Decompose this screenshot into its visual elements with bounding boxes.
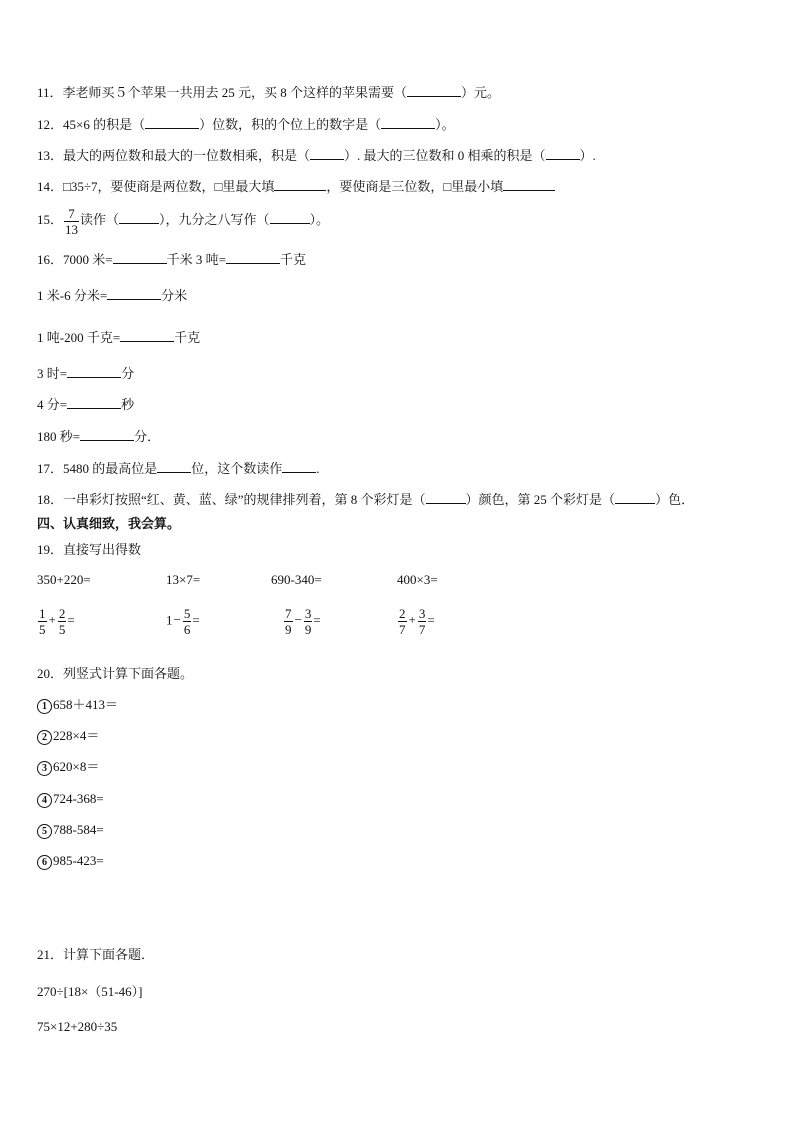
calc-expression: 788-584= <box>53 822 104 837</box>
answer-blank[interactable] <box>426 490 466 504</box>
q18-text: 18．一串彩灯按照“红、黄、蓝、绿”的规律排列着，第 8 个彩灯是（ <box>37 492 426 507</box>
vertical-calc-item <box>37 696 118 714</box>
fraction-numerator: 2 <box>399 606 406 621</box>
fraction-calc-4 <box>397 606 435 637</box>
fraction-denominator: 7 <box>418 622 426 637</box>
q16-text: 4 分= <box>37 397 68 412</box>
circled-number: 5 <box>37 824 52 839</box>
q13-text-mid: ）. 最大的三位数和 0 相乘的积是（ <box>344 148 546 163</box>
answer-blank[interactable] <box>282 459 316 473</box>
circled-number: 1 <box>37 699 52 714</box>
vertical-calc-item <box>37 852 104 870</box>
equals-sign: = <box>67 612 75 628</box>
calc-expression: 620×8＝ <box>53 759 100 774</box>
answer-blank[interactable] <box>503 177 555 191</box>
question-14 <box>37 177 555 196</box>
calc-expression: 985-423= <box>53 853 104 868</box>
calc-item: 400×3= <box>397 572 438 587</box>
answer-blank[interactable] <box>381 115 435 129</box>
equals-sign: = <box>427 612 435 628</box>
fraction <box>38 606 47 637</box>
q12-text-end: ）。 <box>435 117 455 132</box>
q14-text: 14．□35÷7，要使商是两位数，□里最大填 <box>37 179 275 194</box>
q17-text: 17．5480 的最高位是 <box>37 461 158 476</box>
question-16-line-6 <box>37 427 160 446</box>
answer-blank[interactable] <box>226 250 280 264</box>
vertical-calc-item <box>37 790 104 808</box>
whole-number: 1 <box>166 612 173 628</box>
answer-blank[interactable] <box>310 146 344 160</box>
q12-text: 12．45×6 的积是（ <box>37 117 146 132</box>
q18-text-mid: ）颜色，第 25 个彩灯是（ <box>465 492 616 507</box>
q16-text: 3 时= <box>37 366 68 381</box>
fraction-numerator: 1 <box>39 606 46 621</box>
circled-number: 3 <box>37 761 52 776</box>
calc-item: 350+220= <box>37 572 91 587</box>
answer-blank[interactable] <box>615 490 655 504</box>
question-16-line-5 <box>37 395 134 414</box>
q16-text-end: 秒 <box>121 397 135 412</box>
question-16-line-3 <box>37 328 200 347</box>
fraction-seven-thirteenths <box>64 206 79 237</box>
question-16-line-1 <box>37 250 306 269</box>
q15-label: 15． <box>37 212 64 227</box>
question-11 <box>37 83 500 102</box>
fraction-calc-2 <box>166 606 200 637</box>
fraction-numerator: 7 <box>285 606 292 621</box>
fraction-denominator: 13 <box>65 221 79 237</box>
question-13 <box>37 146 596 165</box>
question-16-line-4 <box>37 364 134 383</box>
q16-text: 1 吨-200 千克= <box>37 330 121 345</box>
q17-text-mid: 位，这个数读作 <box>191 461 283 476</box>
circled-number: 6 <box>37 855 52 870</box>
calc-expression: 724-368= <box>53 791 104 806</box>
question-20-title: 20．列竖式计算下面各题。 <box>37 666 194 681</box>
vertical-calc-item <box>37 727 99 745</box>
fraction-denominator: 6 <box>183 622 191 637</box>
fraction <box>284 606 293 637</box>
question-15 <box>37 203 329 237</box>
q16-text: 180 秒= <box>37 429 81 444</box>
fraction-calc-3 <box>283 606 321 637</box>
q15-text: 读作（ <box>80 212 120 227</box>
answer-blank[interactable] <box>407 83 461 97</box>
fraction-denominator: 5 <box>58 622 66 637</box>
answer-blank[interactable] <box>546 146 580 160</box>
question-17 <box>37 459 320 478</box>
q16-text-end: 分 <box>121 366 135 381</box>
fraction <box>304 606 313 637</box>
question-16-line-2 <box>37 286 187 305</box>
q16-text-mid: 千米 3 吨= <box>166 252 226 267</box>
operator: − <box>173 612 181 628</box>
fraction <box>398 606 407 637</box>
answer-blank[interactable] <box>107 286 161 300</box>
q13-text-end: ）. <box>579 148 596 163</box>
fraction-denominator: 9 <box>285 622 292 637</box>
q18-text-end: ）色． <box>655 492 695 507</box>
fraction-numerator: 7 <box>68 205 75 221</box>
answer-blank[interactable] <box>67 395 121 409</box>
q16-text-end: 千克 <box>279 252 306 267</box>
equals-sign: = <box>313 612 321 628</box>
vertical-calc-item <box>37 758 99 776</box>
answer-blank[interactable] <box>67 364 121 378</box>
answer-blank[interactable] <box>120 328 174 342</box>
fraction <box>418 606 427 637</box>
section-heading: 四、认真细致，我会算。 <box>37 516 181 531</box>
q16-text: 16．7000 米= <box>37 252 113 267</box>
operator: + <box>408 612 416 628</box>
q15-text-mid: ），九分之八写作（ <box>159 212 270 227</box>
vertical-calc-item <box>37 821 104 839</box>
answer-blank[interactable] <box>145 115 199 129</box>
fraction <box>58 606 67 637</box>
operator: + <box>48 612 56 628</box>
fraction-numerator: 3 <box>418 606 426 621</box>
q12-text-mid: ）位数，积的个位上的数字是（ <box>199 117 382 132</box>
answer-blank[interactable] <box>274 177 326 191</box>
fraction-denominator: 5 <box>39 622 46 637</box>
calc-expression: 270÷[18×（51-46）] <box>37 984 143 999</box>
calc-expression: 228×4＝ <box>53 728 100 743</box>
q16-text-end: 分米 <box>161 288 188 303</box>
q15-text-end: ）。 <box>309 212 330 227</box>
q17-text-end: . <box>316 461 320 476</box>
fraction-denominator: 9 <box>304 622 312 637</box>
answer-blank[interactable] <box>157 459 191 473</box>
q14-text-mid: ，要使商是三位数，□里最小填 <box>326 179 504 194</box>
fraction <box>183 606 192 637</box>
operator: − <box>294 612 302 628</box>
fraction-calc-1 <box>37 606 75 637</box>
calc-expression: 75×12+280÷35 <box>37 1019 118 1034</box>
answer-blank[interactable] <box>80 427 134 441</box>
fraction-denominator: 7 <box>399 622 406 637</box>
question-19-title: 19．直接写出得数 <box>37 542 142 557</box>
calc-item: 690-340= <box>271 572 322 587</box>
q16-text-end: 千克 <box>174 330 201 345</box>
q13-text: 13．最大的两位数和最大的一位数相乘，积是（ <box>37 148 311 163</box>
q11-text: 11．李老师买５个苹果一共用去 25 元，买 8 个这样的苹果需要（ <box>37 85 408 100</box>
q11-text-end: ）元。 <box>461 85 501 100</box>
fraction-numerator: 3 <box>304 606 312 621</box>
calc-item: 13×7= <box>166 572 201 587</box>
question-12 <box>37 115 455 134</box>
q16-text: 1 米-6 分米= <box>37 288 108 303</box>
circled-number: 4 <box>37 793 52 808</box>
equals-sign: = <box>192 612 200 628</box>
fraction-numerator: 5 <box>183 606 191 621</box>
q16-text-end: 分． <box>134 429 161 444</box>
question-21-title: 21．计算下面各题． <box>37 947 155 962</box>
calc-expression: 658＋413＝ <box>53 697 119 712</box>
fraction-numerator: 2 <box>58 606 66 621</box>
question-18 <box>37 490 694 509</box>
answer-blank[interactable] <box>113 250 167 264</box>
circled-number: 2 <box>37 730 52 745</box>
answer-blank[interactable] <box>270 210 310 224</box>
answer-blank[interactable] <box>119 210 159 224</box>
